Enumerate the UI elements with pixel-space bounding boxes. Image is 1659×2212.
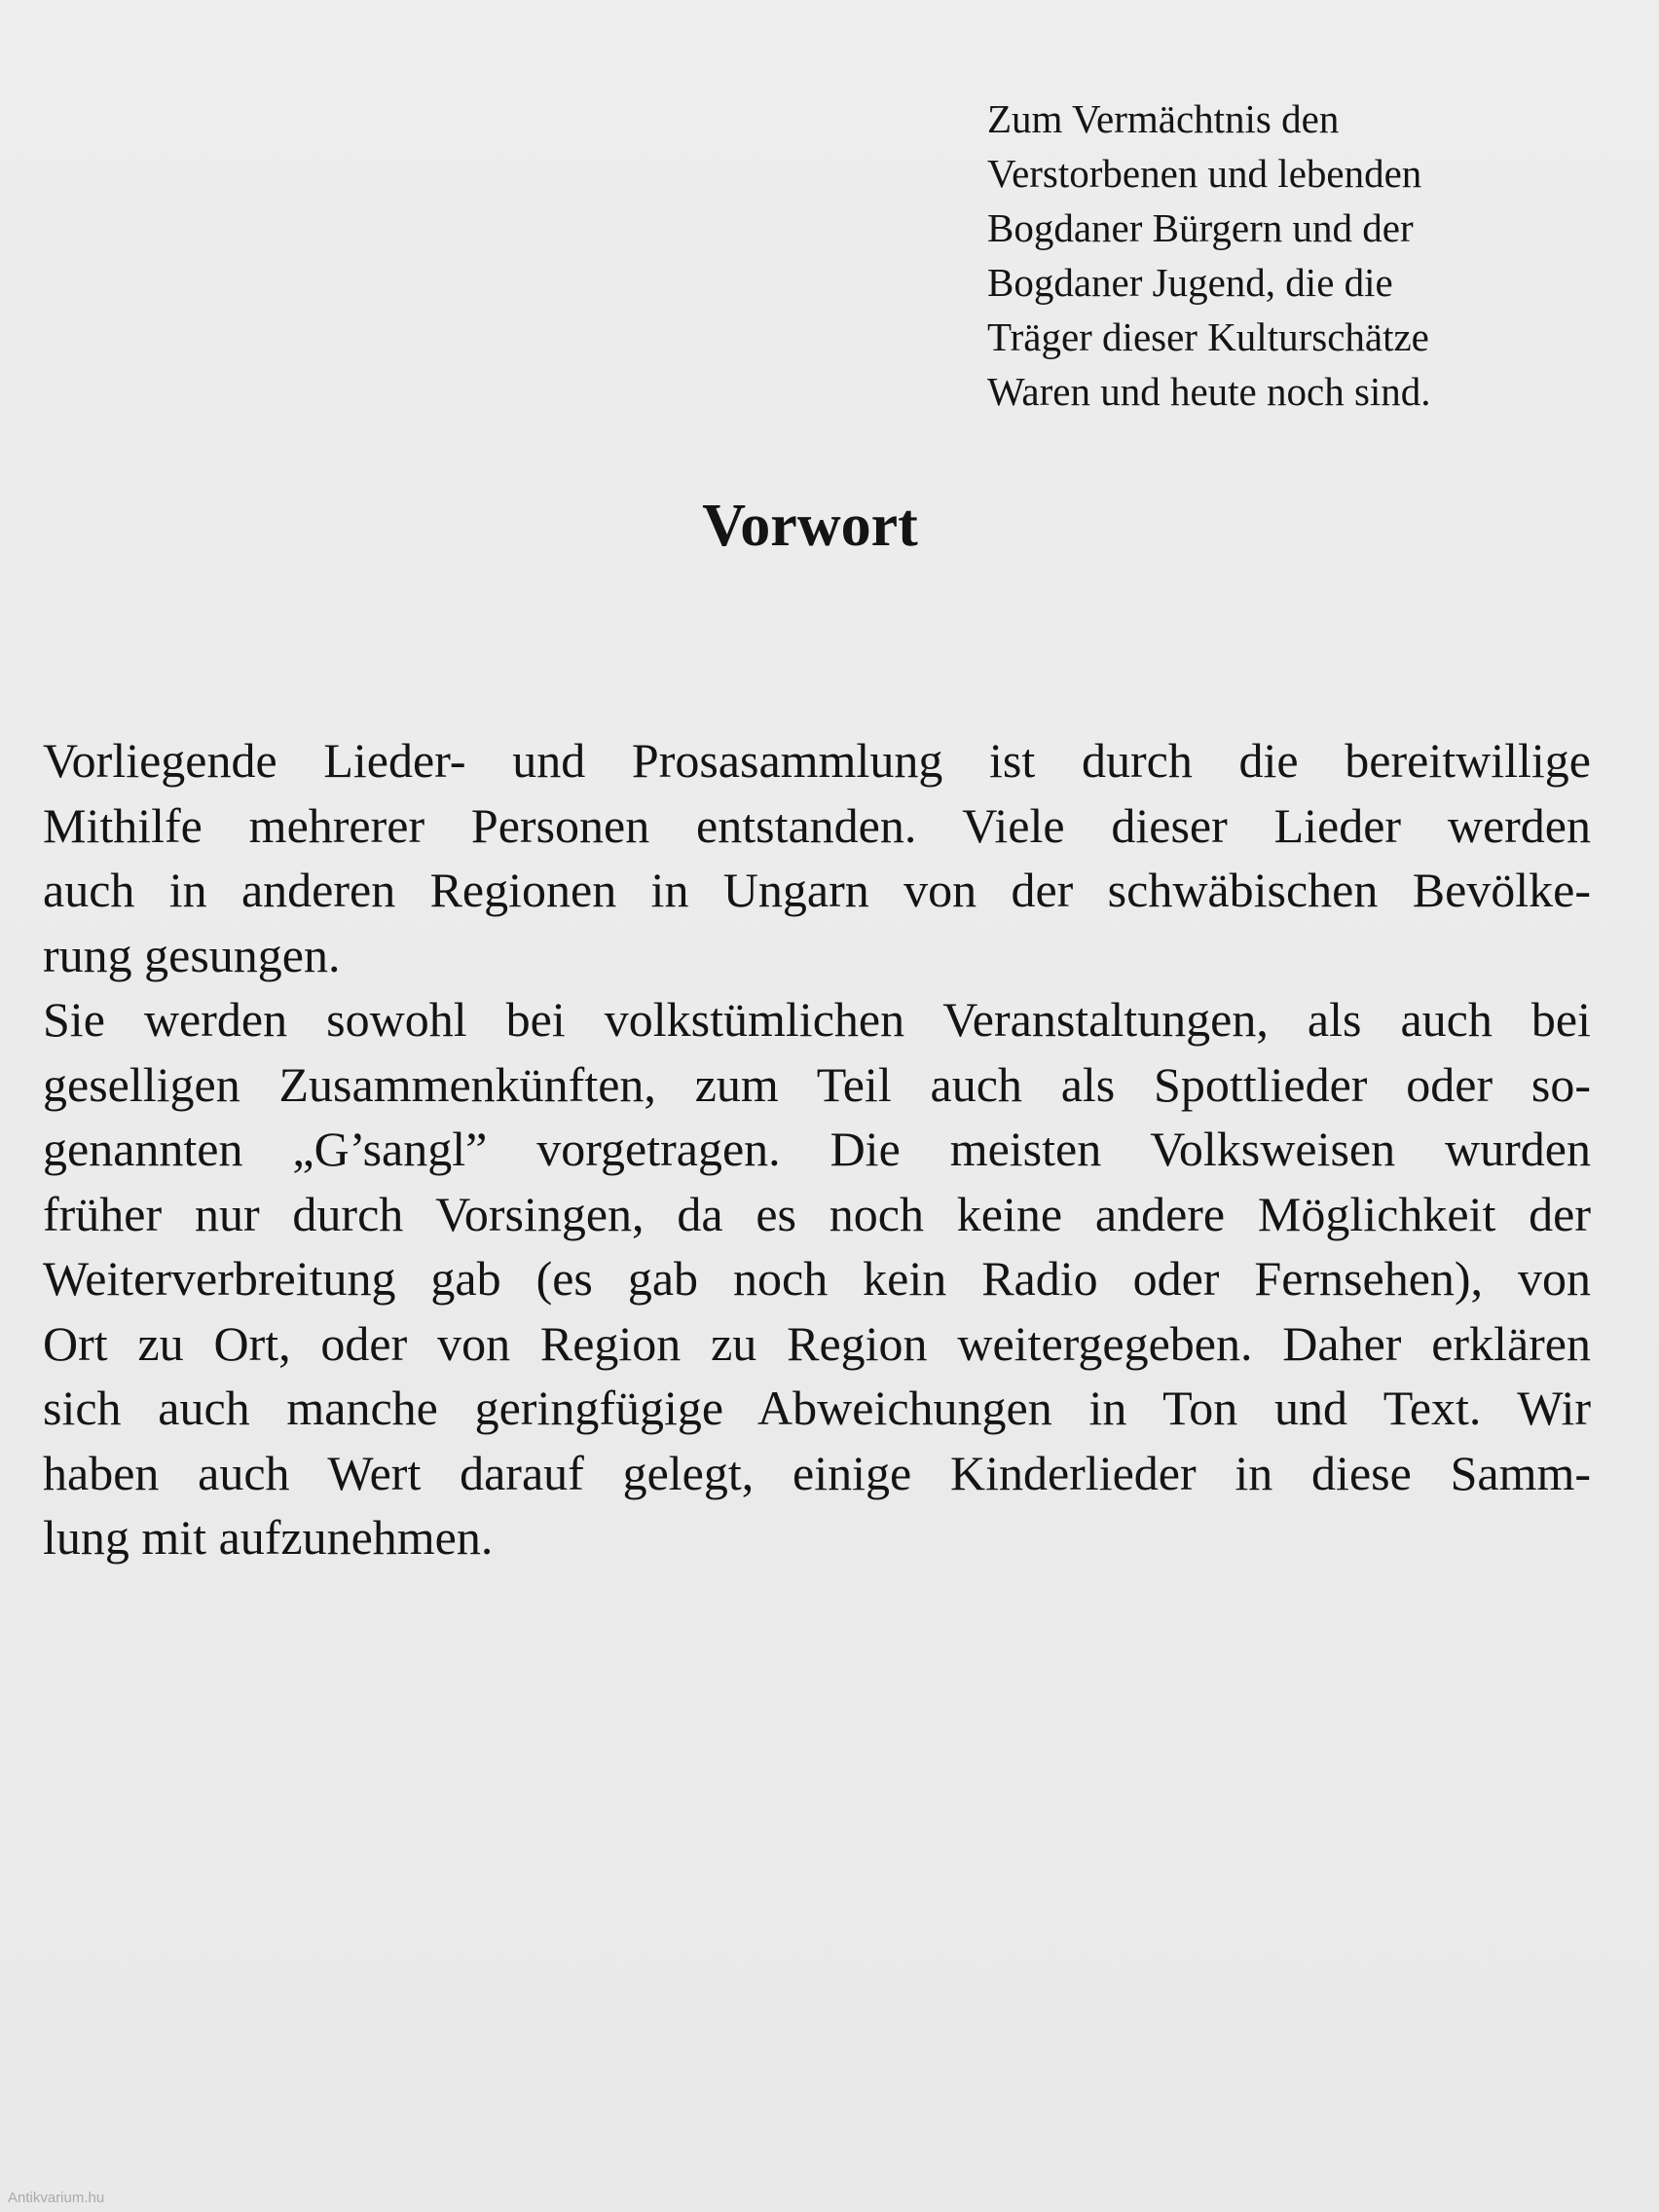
text-line: auch in anderen Regionen in Ungarn von der schwäbischen Bevölke- bbox=[43, 863, 1591, 917]
text-line: genannten „G’sangl” vorgetragen. Die meisten Volksweisen wurden bbox=[43, 1122, 1591, 1176]
text-line: sich auch manche geringfügige Abweichungen in Ton und Text. Wir bbox=[43, 1381, 1591, 1435]
page-title: Vorwort bbox=[702, 493, 918, 559]
text-line: früher nur durch Vorsingen, da es noch keine andere Möglichkeit der bbox=[43, 1186, 1591, 1241]
dedication-line: Verstorbenen und lebenden bbox=[987, 151, 1422, 196]
body-text bbox=[43, 728, 1591, 1570]
text-line: Sie werden sowohl bei volkstümlichen Veranstaltungen, als auch bei bbox=[43, 992, 1591, 1047]
paragraph bbox=[43, 987, 1591, 1570]
text-line: geselligen Zusammenkünften, zum Teil auch als Spottlieder oder so- bbox=[43, 1056, 1591, 1112]
dedication-line: Träger dieser Kulturschätze bbox=[987, 314, 1429, 359]
text-line: Weiterverbreitung gab (es gab noch kein Radio oder Fernsehen), von bbox=[43, 1251, 1591, 1306]
dedication-line: Waren und heute noch sind. bbox=[987, 369, 1431, 414]
text-line: Ort zu Ort, oder von Region zu Region weitergegeben. Daher erklären bbox=[43, 1315, 1591, 1371]
dedication-line: Bogdaner Bürgern und der bbox=[987, 205, 1414, 250]
text-line: lung mit aufzunehmen. bbox=[43, 1510, 494, 1565]
paragraph bbox=[43, 728, 1591, 987]
text-line: Vorliegende Lieder- und Prosasammlung ist durch die bereitwillige bbox=[43, 733, 1591, 788]
dedication-block bbox=[987, 92, 1610, 419]
text-line: Mithilfe mehrerer Personen entstanden. Viele dieser Lieder werden bbox=[43, 797, 1591, 853]
watermark-text: Antikvarium.hu bbox=[8, 2190, 105, 2206]
text-line: rung gesungen. bbox=[43, 927, 341, 982]
dedication-line: Bogdaner Jugend, die die bbox=[987, 260, 1393, 305]
dedication-line: Zum Vermächtnis den bbox=[987, 96, 1340, 141]
text-line: haben auch Wert darauf gelegt, einige Kinderlieder in diese Samm- bbox=[43, 1445, 1591, 1500]
